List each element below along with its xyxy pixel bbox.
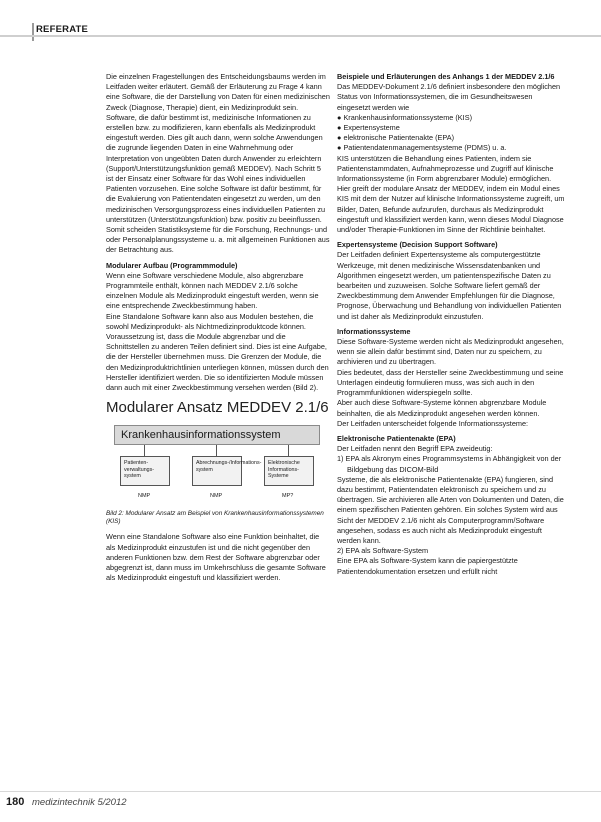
paragraph-after-figure: Wenn eine Standalone Software also eine Funktion beinhaltet, die als Medizinprodukt einzustufen ist und die nicht gegenüber den anderen Funktionen bzw. dem Rest der Software abgrenzbar oder abgegrenzt ist, dann muss im Umkehrschluss die gesamte Software als Medizinprodukt eingestuft und klassifiziert werden. (106, 532, 326, 583)
paragraph-examples: Das MEDDEV-Dokument 2.1/6 definiert insbesondere den möglichen Status von Informationssystemen, die im Gesundheitswesen eingesetzt werden wie (337, 82, 561, 112)
paragraph-info-2: Dies bedeutet, dass der Hersteller seine Zweckbestimmung und seine Unterlagen eindeutig formulieren muss, was sich auch in den Programmfunktionen widerspiegeln sollte. (337, 367, 564, 398)
heading-examples: Beispiele und Erläuterungen des Anhangs 1 der MEDDEV 2.1/6 (337, 72, 555, 81)
heading-expert-systems: Expertensysteme (Decision Support Software) (337, 240, 498, 250)
paragraph-info-4: Der Leitfaden unterscheidet folgende Informationssysteme: (337, 418, 529, 428)
bullet-text: Patientendatenmanagementsysteme (PDMS) u. a. (343, 143, 507, 153)
numbered-item: 1) EPA als Akronym eines Programmsystems in Abhängigkeit von der Bildgebung das DICOM-Bild (337, 454, 562, 474)
paragraph-modular-1: Wenn eine Software verschiedene Module, also abgrenzbare Programmteile enthält, können nach MEDDEV 2.1/6 solche einzelnen Module als Medizinprodukt eingestuft werden, wenn sie eine entsprechende Zweckbestimmung haben. (106, 270, 319, 311)
figure-modular-approach (106, 399, 330, 507)
paragraph-epa-intro: Der Leitfaden nennt den Begriff EPA zweideutig: (337, 444, 493, 454)
figure-connector (288, 445, 289, 456)
bullet-item: ● Krankenhausinformationssysteme (KIS) (337, 112, 472, 122)
paragraph-epa-software: Eine EPA als Software-System kann die papiergestützte Patientendokumentation ersetzen und erfüllt nicht (337, 556, 518, 576)
header-rule (0, 35, 601, 37)
bullet-text: Krankenhausinformationssysteme (KIS) (343, 112, 472, 122)
figure-module-tag: NMP (210, 493, 223, 500)
paragraph-modular-2: Eine Standalone Software kann also aus Modulen bestehen, die sowohl Medizinprodukt- als Nichtmedizinproduktcode können. Voraussetzung ist, dass die Module abgrenzbar und die Schnittstellen zu anderen Teilen definiert sind. Dies ist eine Aufgabe, die der Hersteller übernehmen muss. Die Grenzen der Module, die den Medizinproduktrichtlinien unterliegen können, müssen durch den Hersteller identifiziert werden. Die so identifizierten Module müssen dann auch mit einer Zweckbestimmung versehen werden (Bild 2). (106, 311, 329, 393)
figure-module-box: Patienten-verwaltungs-system (120, 456, 170, 486)
section-label: REFERATE (36, 24, 89, 35)
paragraph-kis: KIS unterstützen die Behandlung eines Patienten, indem sie Patientenstammdaten, Aufnahmeprozesse und Zugriff auf klinische Informationssysteme (in Form abgrenzbarer Module) ermöglichen. Hier greift der modulare Ansatz der MEDDEV, indem ein Modul eines KIS mit dem der Nutzer auf klinische Informationssysteme zugreift, um Bilder, Daten, Befunde aufzurufen, durchaus als Medizinprodukt eingestuft und klassifiziert werden kann, wenn dieses Modul Diagnose und/oder Therapie-Funktionen im Sinne der Richtlinie beinhaltet. (337, 153, 565, 235)
bullet-item: ● elektronische Patientenakte (EPA) (337, 133, 455, 143)
heading-epa: Elektronische Patientenakte (EPA) (337, 433, 456, 443)
left-column (106, 72, 330, 583)
numbered-item: 2) EPA als Software-System (337, 546, 429, 556)
header-marker (32, 23, 34, 41)
heading-modular: Modularer Aufbau (Programmmodule) (106, 260, 238, 270)
figure-title: Modularer Ansatz MEDDEV 2.1/6 (106, 399, 329, 417)
figure-connector (216, 445, 217, 456)
intro-paragraph: Die einzelnen Fragestellungen des Entscheidungsbaums werden im Leitfaden weiter erläutert. Gemäß der Erläuterung zu Frage 4 kann eine Software, die der Darstellung von Daten für einen medizinischen Zweck (Diagnose, Therapie) dient, ein Medizinprodukt sein. Software, die dafür bestimmt ist, medizinische Informationen zu erstellen bzw. zu modifizieren, kann ebenfalls als Medizinprodukt eingestuft werden. Dies gilt auch dann, wenn solche Anwendungen die zugrunde liegenden Daten in eine Wahrnehmung oder Interpretation von ungeübten Daten durch Anwender zu erleichtern (Support/Unterstützungsfunktion gemäß MEDDEV). Nach Schritt 5 ist der Einsatz einer Software für das Wohl eines individuellen Patienten vorzusehen. Eine solche Software ist dafür bestimmt, für die Evaluierung von Patientendaten eingesetzt zu werden, um den medizinischen Versorgungsprozess eines individuellen Patienten zu unterstützen (Unterstützungsfunktion) bzw. positiv zu beeinflussen. Somit scheiden Statistiksysteme für die Forschung, Rechnungs- und oder Personalplanungssysteme u. a. mit allgemeinen Funktionen aus der Betrachtung aus. (106, 72, 330, 255)
paragraph-epa-body: Systeme, die als elektronische Patientenakte (EPA) fungieren, sind dazu bestimmt, Patientendaten elektronisch zu speichern und zu übertragen. Sie archivieren alle Arten von Dokumenten und Daten, die einem spezifischen Patienten gehören. Ein solches System wird aus Sicht der MEDDEV 2.1/6 nicht als Computerprogramm/Software angesehen, sodass es auch nicht als Medizinprodukt eingestuft werden kann. (337, 474, 564, 545)
figure-module-box: Elektronische Informations-Systeme (264, 456, 314, 486)
paragraph-info-3: Aber auch diese Software-Systeme können abgrenzbare Module beinhalten, die als Medizinprodukt angesehen werden können. (337, 398, 547, 418)
right-column (337, 72, 566, 577)
figure-module-box: Abrechnungs-/Informations-system (192, 456, 242, 486)
figure-module-tag: NMP (138, 493, 151, 500)
figure-module-tag: MP? (282, 493, 294, 500)
page-number: 180 (6, 796, 25, 808)
heading-information-systems: Informationssysteme (337, 326, 411, 336)
figure-connector (144, 445, 145, 456)
figure-system-bar: Krankenhausinformationssystem (114, 425, 320, 445)
bullet-item: ● Expertensysteme (337, 123, 400, 133)
bullet-text: elektronische Patientenakte (EPA) (343, 133, 455, 143)
footer-rule (0, 791, 601, 792)
bullet-item: ● Patientendatenmanagementsysteme (PDMS) u. a. (337, 143, 507, 153)
paragraph-expert-systems: Der Leitfaden definiert Expertensysteme als computergestützte Werkzeuge, mit denen medizinische Wissensdatenbanken und Algorithmen eingesetzt werden, um patientenspezifische Daten zu bearbeiten und zuzuweisen. Solche Software liefert gemäß der Zweckbestimmung dem Anwender Empfehlungen für die Diagnose, Prognose, Überwachung und Behandlung von individuellen Patienten und ist daher als Medizinprodukt einzustufen. (337, 250, 562, 321)
publication-name: medizintechnik 5/2012 (32, 797, 127, 808)
paragraph-info-1: Diese Software-Systeme werden nicht als Medizinprodukt angesehen, wenn sie allein dafür bestimmt sind, Daten nur zu speichern, zu archivieren und zu übertragen. (337, 337, 564, 367)
figure-caption: Bild 2: Modularer Ansatz am Beispiel von Krankenhausinformationssystemen (KIS) (106, 510, 324, 526)
bullet-text: Expertensysteme (343, 123, 400, 133)
